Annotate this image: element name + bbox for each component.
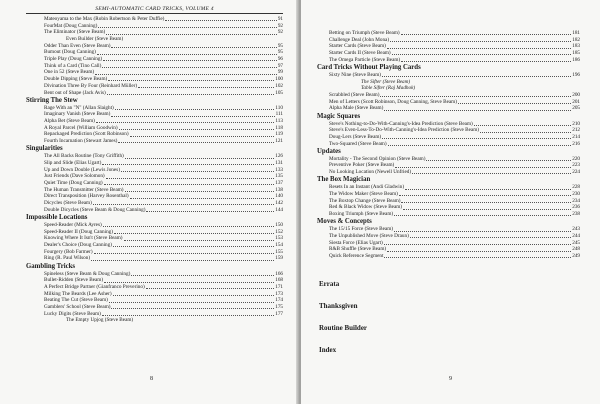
entry-page-number: 92	[277, 22, 283, 29]
entry-page-number: 166	[275, 270, 283, 277]
entry-page-number: 142	[275, 200, 283, 207]
dot-leader	[121, 171, 274, 172]
entry-title: Quiet Time (Doug Canning)	[44, 180, 103, 187]
entry-title: Boxing Triumph (Steve Beam)	[329, 211, 394, 218]
toc-entry	[317, 127, 580, 134]
toc-entry	[26, 83, 283, 90]
entry-title: Dicycles (Steve Beam)	[44, 200, 92, 207]
section-heading: Card Tricks Without Playing Cards	[317, 63, 421, 71]
dot-leader	[416, 90, 579, 91]
entry-page-number: 113	[275, 118, 283, 125]
toc-entry	[317, 134, 580, 141]
entry-page-number: 186	[572, 56, 580, 63]
dot-leader	[114, 233, 274, 234]
dot-leader	[146, 288, 275, 289]
entry-title: Slip and Slide (Elias Ugart)	[44, 160, 102, 167]
toc-entry	[26, 29, 283, 36]
toc-entry	[317, 105, 580, 112]
entry-page-number: 181	[572, 29, 580, 36]
entry-title: The All Backs Routine (Tony Griffith)	[44, 153, 124, 160]
entry-title: Red & Black Widow (Steve Beam)	[329, 204, 403, 211]
dot-leader	[104, 184, 275, 185]
entry-title: Alpha Bet (Steve Beam)	[44, 118, 95, 125]
entry-page-number: 131	[275, 160, 283, 167]
toc-entry	[317, 30, 580, 37]
dot-leader	[111, 47, 276, 48]
toc-entry	[317, 50, 580, 57]
entry-page-number: 95	[277, 49, 283, 56]
entry-title: The Eliminator (Steve Beam)	[44, 29, 106, 36]
section-heading: Magic Squares	[317, 112, 361, 120]
toc-entry	[26, 36, 283, 43]
dot-leader	[387, 251, 571, 252]
entry-page-number: 153	[275, 235, 283, 242]
toc-entry	[26, 160, 283, 167]
entry-page-number: 236	[572, 204, 580, 211]
dot-leader	[124, 240, 275, 241]
dot-leader	[93, 204, 274, 205]
page-number-right: 9	[449, 376, 452, 382]
dot-leader	[410, 237, 571, 238]
dot-leader	[138, 87, 274, 88]
dot-leader	[106, 178, 275, 179]
entry-title: Odder Than Even (Steve Beam)	[44, 42, 111, 49]
entry-title: The Boxtop Change (Steve Beam)	[329, 197, 401, 204]
entry-title: Betting on Triumph (Steve Beam)	[329, 29, 400, 36]
entry-title: Rage With an "N" (Allan Slaight)	[44, 104, 114, 111]
entry-page-number: 185	[572, 50, 580, 57]
toc-entry	[26, 207, 283, 214]
entry-page-number: 212	[572, 127, 580, 134]
entry-page-number: 216	[572, 140, 580, 147]
back-matter-heading: Errata	[319, 279, 340, 288]
dot-leader	[458, 103, 571, 104]
dot-leader	[130, 136, 275, 137]
toc-entry	[26, 16, 283, 23]
entry-page-number: 99	[277, 69, 283, 76]
back-matter-heading: Index	[319, 345, 337, 354]
dot-leader	[124, 40, 282, 41]
entry-page-number: 121	[275, 138, 283, 145]
entry-page-number: 223	[572, 162, 580, 169]
entry-page-number: 168	[275, 277, 283, 284]
entry-title: Starter Cards (Steve Beam)	[329, 43, 386, 50]
entry-title: Knowing Where It Isn't (Steve Beam)	[44, 235, 123, 242]
toc-entry	[26, 284, 283, 291]
entry-page-number: 150	[275, 222, 283, 229]
entry-title: Doug-Lers (Steve Beam)	[329, 133, 382, 140]
running-head: SEMI-AUTOMATIC CARD TRICKS, VOLUME 4	[26, 6, 283, 14]
toc-entry	[317, 169, 580, 176]
entry-title: Just Friends (Dave Solomon)	[44, 173, 105, 180]
entry-page-number: 126	[275, 153, 283, 160]
toc-entry	[26, 180, 283, 187]
entry-page-number: 238	[572, 211, 580, 218]
entry-title: Beating The Cut (Steve Beam)	[44, 297, 108, 304]
entry-page-number: 96	[277, 56, 283, 63]
toc-entry	[26, 138, 283, 145]
toc-entry	[317, 233, 580, 240]
entry-title: Siesta Force (Elias Ugart)	[329, 239, 383, 246]
toc-entry	[26, 242, 283, 249]
section-heading: Singularities	[26, 145, 63, 153]
entry-page-number: 234	[572, 197, 580, 204]
entry-title: FourMat (Doug Canning)	[44, 22, 98, 29]
entry-title: Fourth Incarnation (Stewart James)	[44, 138, 118, 145]
entry-page-number: 220	[572, 155, 580, 162]
entry-title: No Looking Location (Newell Unfried)	[329, 169, 412, 176]
entry-page-number: 138	[275, 186, 283, 193]
toc-entry	[26, 76, 283, 83]
section-heading: Updates	[317, 147, 341, 155]
dot-leader	[95, 74, 277, 75]
toc-entry	[26, 118, 283, 125]
dot-leader	[98, 27, 277, 28]
entry-title: Even Builder (Steve Beam)	[66, 36, 124, 43]
entry-title: Bent out of Shape (Jack Avis)	[44, 89, 106, 96]
entry-page-number: 140	[275, 193, 283, 200]
entry-title: Steve's Even-Less-To-Do-With-Canning's-Idea Prediction (Steve Beam)	[329, 127, 479, 134]
entry-title: Table Sifter (Raj Madhok)	[361, 85, 416, 92]
dot-leader	[111, 308, 274, 309]
dot-leader	[94, 253, 275, 254]
entry-title: Dealer's Choice (Doug Canning)	[44, 242, 112, 249]
dot-leader	[109, 302, 274, 303]
dot-leader	[103, 60, 277, 61]
entry-page-number: 97	[277, 62, 283, 69]
dot-leader	[107, 94, 275, 95]
section-heading: Gambling Tricks	[26, 262, 76, 270]
entry-page-number: 224	[572, 169, 580, 176]
right-page	[301, 0, 600, 404]
entry-title: The 15/15 Force (Steve Beam)	[329, 226, 393, 233]
entry-page-number: 248	[572, 246, 580, 253]
dot-leader	[108, 80, 274, 81]
dot-leader	[474, 125, 572, 126]
entry-page-number: 200	[572, 91, 580, 98]
dot-leader	[392, 54, 572, 55]
dot-leader	[104, 282, 274, 283]
entry-title: Bumout (Doug Canning)	[44, 49, 96, 56]
entry-page-number: 249	[572, 253, 580, 260]
entry-page-number: 182	[572, 36, 580, 43]
entry-page-number: 174	[275, 297, 283, 304]
toc-entry	[317, 211, 580, 218]
entry-page-number: 171	[275, 284, 283, 291]
toc-entry	[26, 56, 283, 63]
entry-title: The Empty Upjog (Steve Beam)	[66, 317, 134, 324]
dot-leader	[401, 34, 572, 35]
dot-leader	[401, 202, 571, 203]
dot-leader	[125, 158, 274, 159]
entry-title: Triple Play (Doug Canning)	[44, 56, 103, 63]
toc-entry	[317, 79, 580, 86]
entry-title: Gamblers' School (Steve Beam)	[44, 304, 111, 311]
entry-page-number: 111	[275, 111, 283, 118]
toc-list-right	[317, 30, 580, 260]
entry-title: Scrabbled (Steve Beam)	[329, 91, 380, 98]
entry-page-number: 214	[572, 133, 580, 140]
entry-page-number: 144	[275, 206, 283, 213]
dot-leader	[134, 322, 282, 323]
entry-title: One in 52 (Steve Beam)	[44, 69, 95, 76]
entry-title: Milking The Beards (Lee Asher)	[44, 290, 112, 297]
dot-leader	[97, 54, 277, 55]
entry-title: Mortality - The Second Opinion (Steve Beam)	[329, 155, 426, 162]
toc-entry	[317, 253, 580, 260]
entry-title: Speed-Reader II (Doug Canning)	[44, 228, 114, 235]
entry-page-number: 152	[275, 228, 283, 235]
back-matter-heading: Thanksgiven	[319, 301, 358, 310]
entry-title: Speed-Reader (Mick Ayres)	[44, 222, 102, 229]
entry-page-number: 95	[277, 42, 283, 49]
entry-title: Starter Cards II (Steve Beam)	[329, 50, 391, 57]
toc-entry	[26, 200, 283, 207]
entry-page-number: 173	[275, 290, 283, 297]
entry-page-number: 205	[572, 105, 580, 112]
entry-page-number: 228	[572, 184, 580, 191]
entry-page-number: 243	[572, 226, 580, 233]
dot-leader	[480, 132, 571, 133]
entry-page-number: 118	[275, 124, 283, 131]
entry-title: Double Dicycles (Steve Beam & Doug Canning)	[44, 206, 146, 213]
entry-title: The Omega Particle (Steve Beam)	[329, 56, 401, 63]
dot-leader	[412, 173, 571, 174]
entry-title: Challenge Deal (John Mona)	[329, 36, 390, 43]
entry-page-number: 133	[275, 166, 283, 173]
entry-title: A Royal Parcel (William Goodwin)	[44, 124, 118, 131]
entry-title: Bullet-Ridden (Steve Beam)	[44, 277, 104, 284]
dot-leader	[403, 209, 571, 210]
dot-leader	[387, 48, 571, 49]
entry-title: Repackaged Prediction (Scott Robinson)	[44, 131, 129, 138]
entry-page-number: 230	[572, 191, 580, 198]
entry-title: Alpha Male (Steve Beam)	[329, 105, 384, 112]
section-heading: Moves & Concepts	[317, 218, 372, 226]
dot-leader	[394, 231, 571, 232]
dot-leader	[384, 257, 571, 258]
dot-leader	[115, 109, 275, 110]
entry-page-number: 119	[275, 131, 283, 138]
entry-page-number: 175	[275, 304, 283, 311]
dot-leader	[103, 226, 275, 227]
toc-entry	[26, 222, 283, 229]
entry-page-number: 244	[572, 232, 580, 239]
toc-entry	[317, 191, 580, 198]
toc-entry	[317, 72, 580, 79]
toc-entry	[317, 57, 580, 64]
dot-leader	[411, 83, 579, 84]
entry-title: Ring (R. Paul Wilson)	[44, 255, 91, 262]
entry-page-number: 92	[277, 29, 283, 36]
toc-entry	[26, 318, 283, 325]
entry-title: R&B Shuffle (Steve Beam)	[329, 246, 387, 253]
entry-page-number: 137	[275, 180, 283, 187]
dot-leader	[119, 129, 275, 130]
dot-leader	[91, 260, 274, 261]
entry-page-number: 177	[275, 310, 283, 317]
dot-leader	[131, 275, 274, 276]
toc-entry	[26, 90, 283, 97]
left-page	[0, 0, 299, 404]
dot-leader	[113, 246, 274, 247]
toc-list-left	[26, 16, 283, 324]
dot-leader	[380, 96, 571, 97]
entry-page-number: 102	[275, 82, 283, 89]
toc-entry	[26, 311, 283, 318]
dot-leader	[384, 244, 571, 245]
entry-title: Double Dipping (Steve Beam)	[44, 76, 108, 83]
dot-leader	[146, 211, 274, 212]
section-heading: Stirring The Stew	[26, 96, 78, 104]
entry-page-number: 135	[275, 173, 283, 180]
dot-leader	[130, 198, 275, 199]
entry-page-number: 91	[277, 15, 283, 22]
dot-leader	[390, 41, 571, 42]
dot-leader	[395, 167, 571, 168]
entry-title: Think of a Card (Tino Call)	[44, 62, 102, 69]
toc-entry	[317, 226, 580, 233]
dot-leader	[399, 195, 571, 196]
toc-entry	[317, 92, 580, 99]
entry-title: Men of Letters (Scott Robinson, Doug Canning, Steve Beam)	[329, 98, 457, 105]
entry-title: Spineless (Steve Beam & Doug Canning)	[44, 270, 131, 277]
dot-leader	[405, 189, 571, 190]
entry-title: A Perfect Bridge Partner (Gianfranco Preverino)	[44, 284, 145, 291]
toc-entry	[317, 141, 580, 148]
entry-title: The Human Transmitter (Steve Beam)	[44, 186, 124, 193]
dot-leader	[165, 20, 276, 21]
entry-page-number: 183	[572, 43, 580, 50]
toc-entry	[26, 304, 283, 311]
dot-leader	[401, 61, 571, 62]
entry-page-number: 210	[572, 120, 580, 127]
dot-leader	[106, 34, 277, 35]
entry-title: Direct Transposition (Harvey Rosenthal)	[44, 193, 129, 200]
dot-leader	[102, 164, 274, 165]
toc-entry	[317, 85, 580, 92]
entry-title: Two-Squared (Steve Beam)	[329, 140, 387, 147]
dot-leader	[111, 116, 274, 117]
dot-leader	[388, 145, 572, 146]
section-heading: Impossible Locations	[26, 214, 88, 222]
entry-page-number: 159	[275, 255, 283, 262]
entry-title: Mateoyama to the Max (Robin Robertson & Peter Duffie)	[44, 15, 165, 22]
dot-leader	[382, 76, 571, 77]
entry-title: Fourgery (Bob Farmer)	[44, 248, 93, 255]
entry-page-number: 100	[275, 76, 283, 83]
entry-title: Divination Three By Four (Reinhard Müller)	[44, 82, 138, 89]
entry-page-number: 110	[275, 104, 283, 111]
entry-title: Steve's Nothing-to-Do-With-Canning's-Idea Prediction (Steve Beam)	[329, 120, 473, 127]
entry-title: Lucky Digits (Steve Beam)	[44, 310, 101, 317]
entry-title: Imaginary Vanish (Steve Beam)	[44, 111, 111, 118]
dot-leader	[113, 295, 275, 296]
dot-leader	[384, 110, 571, 111]
entry-title: Resets In an Instant (Andi Gladwin)	[329, 184, 405, 191]
dot-leader	[125, 191, 275, 192]
entry-title: Quick Reference Segment	[329, 253, 384, 260]
entry-page-number: 201	[572, 98, 580, 105]
dot-leader	[382, 138, 571, 139]
dot-leader	[96, 122, 275, 123]
dot-leader	[394, 215, 571, 216]
entry-page-number: 154	[275, 242, 283, 249]
entry-title: Sixty Nine (Steve Beam)	[329, 71, 382, 78]
entry-title: The Sifter (Steve Beam)	[361, 78, 411, 85]
entry-page-number: 196	[572, 71, 580, 78]
section-heading: The Box Magician	[317, 176, 371, 184]
dot-leader	[118, 142, 274, 143]
entry-page-number: 105	[275, 89, 283, 96]
entry-title: The Widow Maker (Steve Beam)	[329, 191, 398, 198]
entry-title: Preventive Poker (Steve Beam)	[329, 162, 395, 169]
entry-page-number: 155	[275, 248, 283, 255]
page-number-left: 8	[150, 376, 153, 382]
dot-leader	[426, 160, 571, 161]
entry-title: Up and Down Double (Lewis Jones)	[44, 166, 120, 173]
entry-page-number: 245	[572, 239, 580, 246]
entry-title: The Unpublished Move (Steve Draun)	[329, 232, 409, 239]
dot-leader	[102, 67, 277, 68]
back-matter-list	[317, 280, 580, 354]
dot-leader	[102, 315, 274, 316]
toc-entry	[26, 256, 283, 263]
back-matter-heading: Routine Builder	[319, 323, 368, 332]
